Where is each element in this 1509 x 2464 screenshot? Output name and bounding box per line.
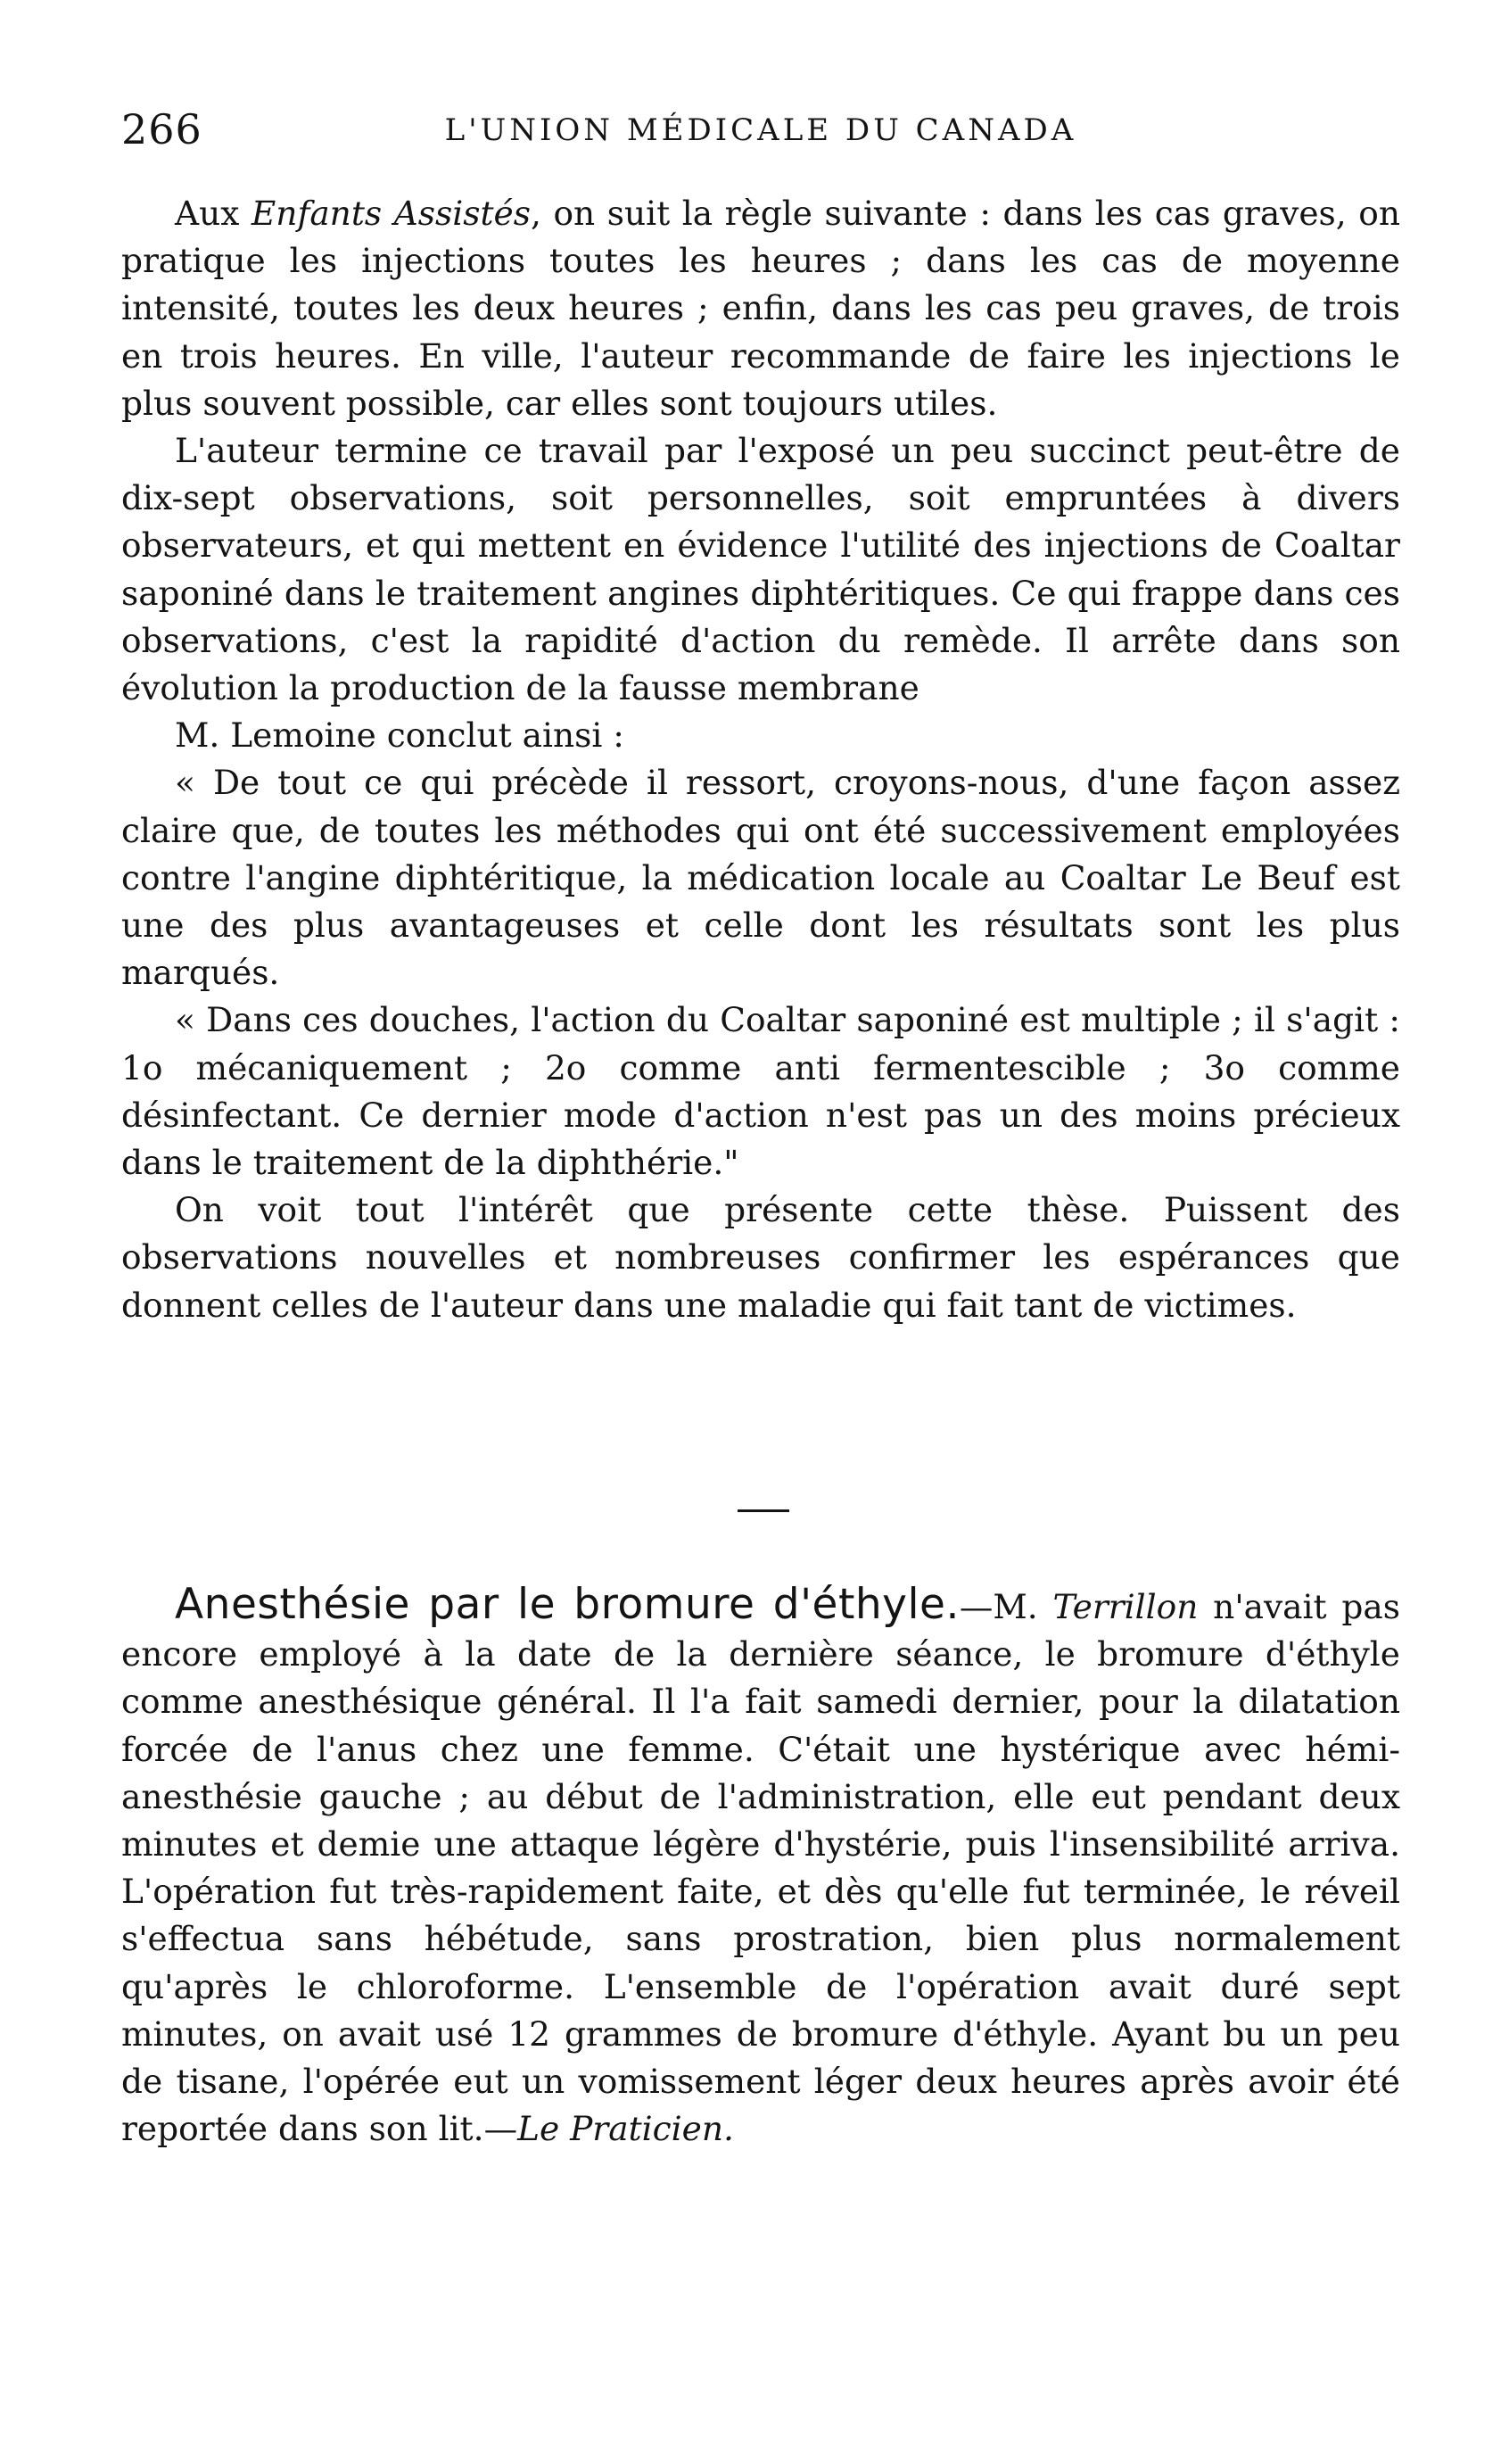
paragraph: L'auteur termine ce travail par l'exposé un peu succinct peut-être de dix-sept observations, soit personnelles, soit empruntées à divers observateurs, et qui mettent en évidence l'utilité des injections de Coaltar saponiné dans le traitement angines diphtéritiques. Ce qui frappe dans ces observations, c'est la rapidité d'action du remède. Il arrête dans son évolution la production de la fausse membrane <box>121 431 1400 708</box>
section-divider <box>738 1509 789 1512</box>
article-lemoine-review <box>121 190 1400 1329</box>
source-citation: Le Praticien. <box>517 2109 734 2149</box>
paragraph-text: Aux <box>175 194 252 233</box>
article-title: Anesthésie par le bromure d'éthyle. <box>175 1580 960 1629</box>
paragraph: M. Lemoine conclut ainsi : <box>175 715 624 756</box>
source-dash: — <box>483 2109 518 2149</box>
author-name: Terrillon <box>1052 1587 1199 1626</box>
title-dash: —M. <box>959 1587 1053 1626</box>
italic-term: Enfants Assistés <box>251 194 531 233</box>
paragraph <box>121 190 1400 427</box>
quotation-paragraph: « Dans ces douches, l'action du Coaltar saponiné est multiple ; il s'agit : 1o mécaniquement ; 2o comme anti fermentescible ; 3o comme désinfectant. Ce dernier mode d'action n'est pas un des moins précieux dans le traitement de la diphthérie." <box>121 1000 1400 1183</box>
paragraph <box>121 1581 1400 2153</box>
page-header <box>121 105 1400 159</box>
running-title: L'UNION MÉDICALE DU CANADA <box>444 112 1077 148</box>
paragraph-text: n'avait pas encore employé à la date de la dernière séance, le bromure d'éthyle comme anesthésique général. Il l'a fait samedi dernier, pour la dilatation forcée de l'anus chez une femme. C'était une hystérique avec hémi-anesthésie gauche ; au début de l'administration, elle eut pendant deux minutes et demie une attaque légère d'hystérie, puis l'insensibilité arriva. L'opération fut très-rapidement faite, et dès qu'elle fut terminée, le réveil s'effectua sans hébétude, sans prostration, bien plus normalement qu'après le chloroforme. L'ensemble de l'opération avait duré sept minutes, on avait usé 12 grammes de bromure d'éthyle. Ayant bu un peu de tisane, l'opérée eut un vomissement léger deux heures après avoir été reportée dans son lit. <box>121 1587 1401 2149</box>
quotation-paragraph: « De tout ce qui précède il ressort, croyons-nous, d'une façon assez claire que, de toutes les méthodes qui ont été successivement employées contre l'angine diphtéritique, la médication locale au Coaltar Le Beuf est une des plus avantageuses et celle dont les résultats sont les plus marqués. <box>121 763 1400 993</box>
paragraph: On voit tout l'intérêt que présente cette thèse. Puissent des observations nouvelles et nombreuses confirmer les espérances que donnent celles de l'auteur dans une maladie qui fait tant de victimes. <box>121 1190 1400 1325</box>
page-number: 266 <box>121 105 202 153</box>
article-anesthesie <box>121 1581 1400 2153</box>
paragraph-text: , on suit la règle suivante : dans les cas graves, on pratique les injections toutes les heures ; dans les cas de moyenne intensité, toutes les deux heures ; enfin, dans les cas peu graves, de trois en trois heures. En ville, l'auteur recommande de faire les injections le plus souvent possible, car elles sont toujours utiles. <box>121 194 1400 423</box>
